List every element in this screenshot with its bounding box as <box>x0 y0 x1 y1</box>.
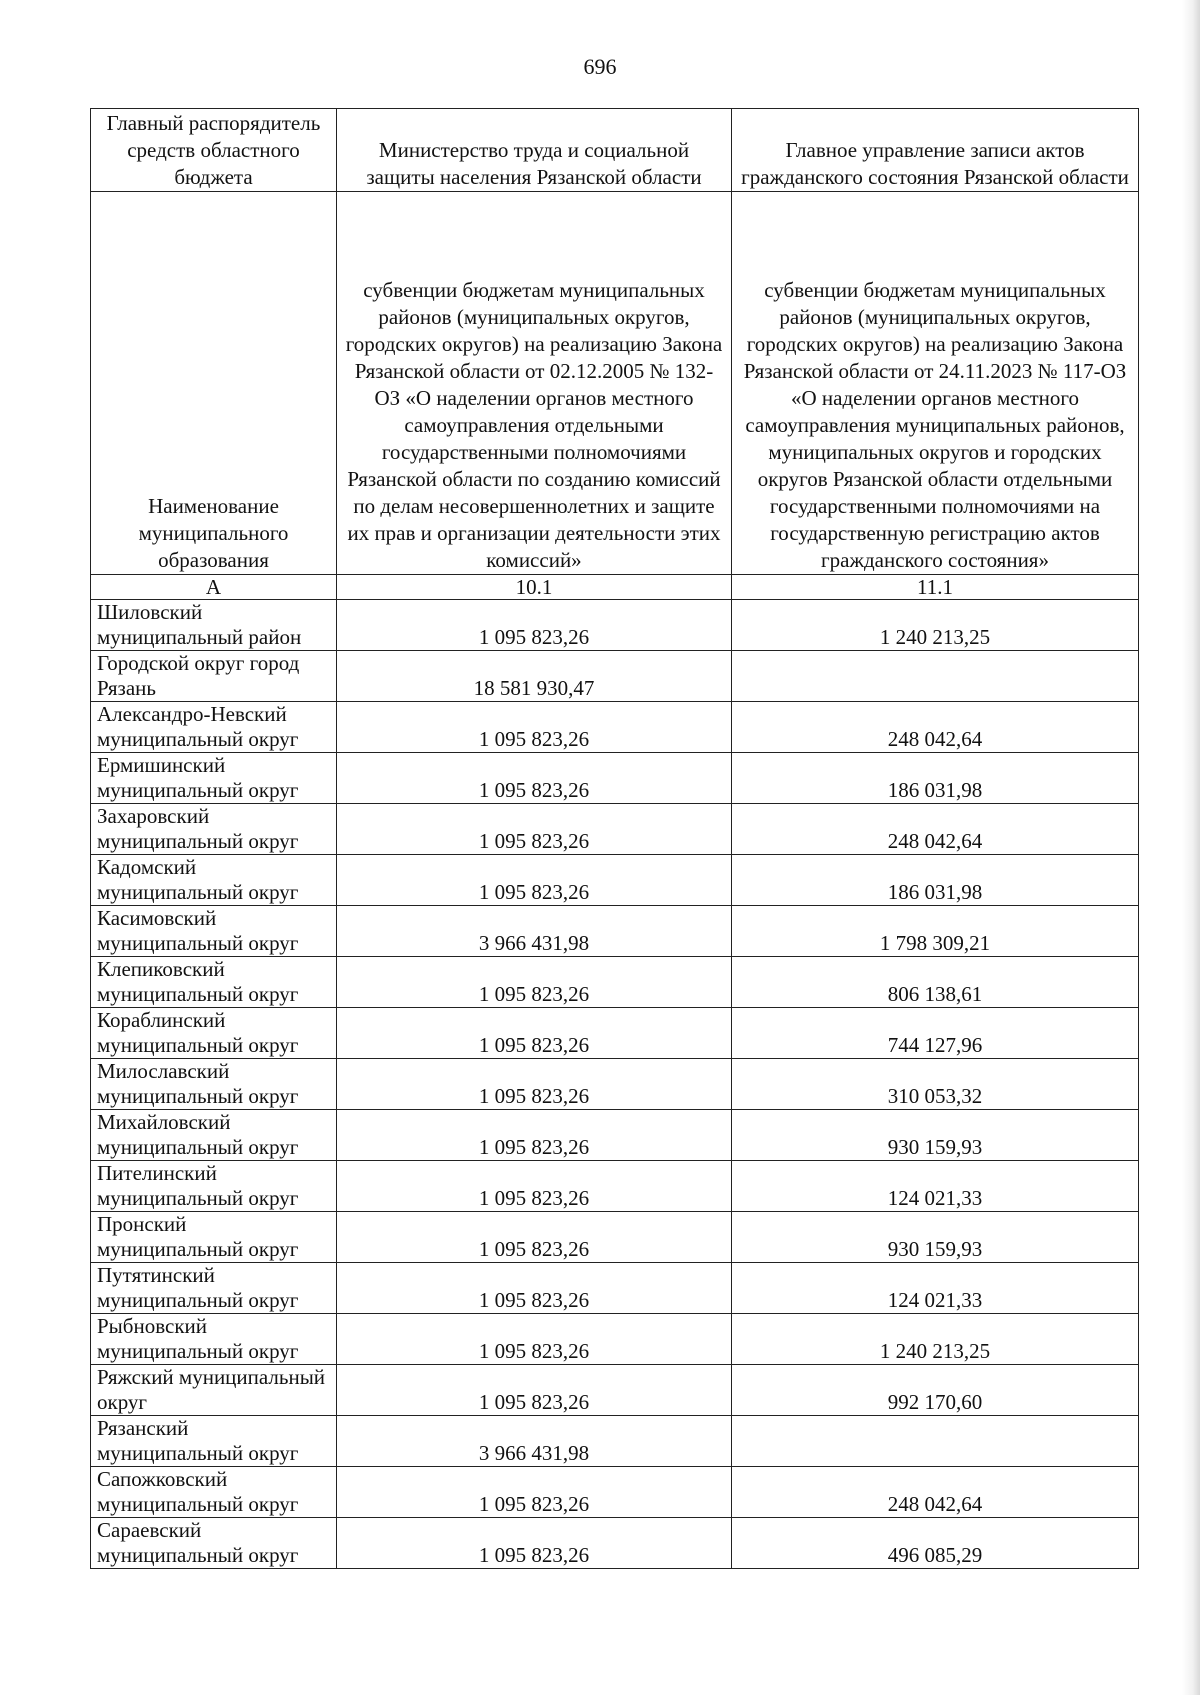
subvention-table <box>90 108 1139 1569</box>
municipality-name: Милославский муниципальный округ <box>91 1059 337 1110</box>
desc-subvention-11-1: субвенции бюджетам муниципальных районов (муниципальных округов, городских округов) на реализацию Закона Рязанской области от 24.11.2023 № 117-ОЗ «О наделении органов местного самоуправления муниципальных районов, муниципальных округов и городских округов Рязанской области отдельными государственными полномочиями на государственную регистрацию актов гражданского состояния» <box>732 192 1139 575</box>
desc-municipality-name: Наименование муниципального образования <box>91 192 337 575</box>
amount-11-1: 248 042,64 <box>732 1467 1139 1518</box>
amount-11-1: 930 159,93 <box>732 1212 1139 1263</box>
municipality-name: Городской округ город Рязань <box>91 651 337 702</box>
amount-10-1: 1 095 823,26 <box>337 855 732 906</box>
table-row <box>91 1110 1139 1161</box>
amount-10-1: 1 095 823,26 <box>337 753 732 804</box>
amount-10-1: 1 095 823,26 <box>337 957 732 1008</box>
amount-11-1: 992 170,60 <box>732 1365 1139 1416</box>
amount-11-1 <box>732 651 1139 702</box>
code-col-c: 11.1 <box>732 575 1139 600</box>
table-row <box>91 1518 1139 1569</box>
amount-11-1: 930 159,93 <box>732 1110 1139 1161</box>
table-row <box>91 1059 1139 1110</box>
table-row <box>91 651 1139 702</box>
amount-11-1: 248 042,64 <box>732 702 1139 753</box>
table-row <box>91 753 1139 804</box>
municipality-name: Кадомский муниципальный округ <box>91 855 337 906</box>
municipality-name: Путятинский муниципальный округ <box>91 1263 337 1314</box>
table-row <box>91 855 1139 906</box>
header-row <box>91 109 1139 192</box>
header-ministry-labor: Министерство труда и социальной защиты населения Рязанской области <box>337 109 732 192</box>
municipality-name: Шиловский муниципальный район <box>91 600 337 651</box>
amount-11-1: 186 031,98 <box>732 753 1139 804</box>
amount-10-1: 1 095 823,26 <box>337 804 732 855</box>
municipality-name: Михайловский муниципальный округ <box>91 1110 337 1161</box>
description-row <box>91 192 1139 575</box>
municipality-name: Ермишинский муниципальный округ <box>91 753 337 804</box>
amount-10-1: 1 095 823,26 <box>337 1467 732 1518</box>
table-row <box>91 1416 1139 1467</box>
municipality-name: Сапожковский муниципальный округ <box>91 1467 337 1518</box>
scan-edge <box>1182 0 1200 1695</box>
municipality-name: Ряжский муниципальный округ <box>91 1365 337 1416</box>
desc-subvention-10-1: субвенции бюджетам муниципальных районов (муниципальных округов, городских округов) на реализацию Закона Рязанской области от 02.12.2005 № 132-ОЗ «О наделении органов местного самоуправления отдельными государственными полномочиями Рязанской области по созданию комиссий по делам несовершеннолетних и защите их прав и организации деятельности этих комиссий» <box>337 192 732 575</box>
amount-10-1: 1 095 823,26 <box>337 1314 732 1365</box>
header-civil-registry: Главное управление записи актов гражданского состояния Рязанской области <box>732 109 1139 192</box>
table-row <box>91 1008 1139 1059</box>
municipality-name: Сараевский муниципальный округ <box>91 1518 337 1569</box>
amount-11-1: 1 798 309,21 <box>732 906 1139 957</box>
table-row <box>91 702 1139 753</box>
amount-10-1: 1 095 823,26 <box>337 1365 732 1416</box>
table-row <box>91 1161 1139 1212</box>
page-number: 696 <box>583 54 617 79</box>
amount-11-1: 806 138,61 <box>732 957 1139 1008</box>
table-row <box>91 1263 1139 1314</box>
municipality-name: Рязанский муниципальный округ <box>91 1416 337 1467</box>
amount-11-1: 496 085,29 <box>732 1518 1139 1569</box>
municipality-name: Рыбновский муниципальный округ <box>91 1314 337 1365</box>
table-row <box>91 957 1139 1008</box>
amount-11-1: 310 053,32 <box>732 1059 1139 1110</box>
table-row <box>91 1314 1139 1365</box>
amount-10-1: 1 095 823,26 <box>337 1161 732 1212</box>
code-col-a: А <box>91 575 337 600</box>
table-row <box>91 1212 1139 1263</box>
header-budget-administrator: Главный распорядитель средств областного бюджета <box>91 109 337 192</box>
amount-10-1: 3 966 431,98 <box>337 906 732 957</box>
municipality-name: Пронский муниципальный округ <box>91 1212 337 1263</box>
amount-11-1: 186 031,98 <box>732 855 1139 906</box>
amount-10-1: 1 095 823,26 <box>337 1008 732 1059</box>
amount-10-1: 1 095 823,26 <box>337 1212 732 1263</box>
table-row <box>91 600 1139 651</box>
amount-11-1: 1 240 213,25 <box>732 1314 1139 1365</box>
municipality-name: Пителинский муниципальный округ <box>91 1161 337 1212</box>
table-row <box>91 1365 1139 1416</box>
amount-10-1: 1 095 823,26 <box>337 1059 732 1110</box>
amount-10-1: 1 095 823,26 <box>337 600 732 651</box>
amount-10-1: 1 095 823,26 <box>337 1263 732 1314</box>
amount-11-1: 124 021,33 <box>732 1161 1139 1212</box>
code-col-b: 10.1 <box>337 575 732 600</box>
municipality-name: Клепиковский муниципальный округ <box>91 957 337 1008</box>
table-row <box>91 906 1139 957</box>
amount-11-1: 744 127,96 <box>732 1008 1139 1059</box>
amount-11-1: 248 042,64 <box>732 804 1139 855</box>
amount-11-1 <box>732 1416 1139 1467</box>
column-code-row <box>91 575 1139 600</box>
amount-11-1: 1 240 213,25 <box>732 600 1139 651</box>
municipality-name: Захаровский муниципальный округ <box>91 804 337 855</box>
amount-11-1: 124 021,33 <box>732 1263 1139 1314</box>
amount-10-1: 18 581 930,47 <box>337 651 732 702</box>
table-row <box>91 1467 1139 1518</box>
amount-10-1: 1 095 823,26 <box>337 1110 732 1161</box>
municipality-name: Александро-Невский муниципальный округ <box>91 702 337 753</box>
amount-10-1: 3 966 431,98 <box>337 1416 732 1467</box>
amount-10-1: 1 095 823,26 <box>337 702 732 753</box>
municipality-name: Касимовский муниципальный округ <box>91 906 337 957</box>
municipality-name: Кораблинский муниципальный округ <box>91 1008 337 1059</box>
amount-10-1: 1 095 823,26 <box>337 1518 732 1569</box>
table-row <box>91 804 1139 855</box>
